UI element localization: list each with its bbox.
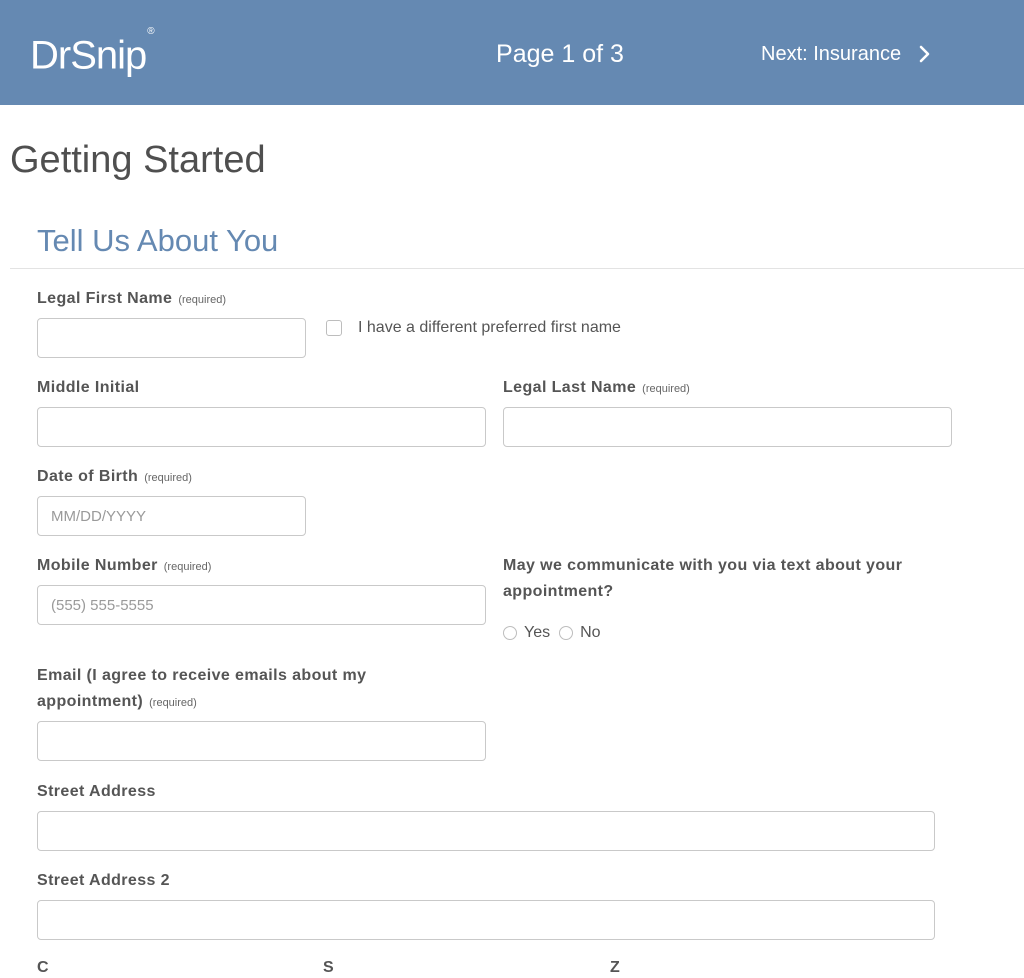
next-insurance-link[interactable] [761, 40, 933, 68]
drsnip-logo[interactable] [30, 28, 154, 79]
logo-text: DrSnip [30, 33, 147, 78]
radio-button-icon[interactable] [503, 626, 517, 640]
next-link-label: Next: Insurance [761, 43, 902, 65]
date-of-birth-label [37, 464, 192, 491]
text-consent-yes-option[interactable] [503, 622, 550, 644]
text-consent-question [503, 553, 963, 605]
radio-button-icon[interactable] [559, 626, 573, 640]
street-address-input[interactable] [37, 811, 935, 851]
text-consent-question-line1: May we communicate with you via text about your [503, 557, 903, 574]
text-consent-no-option[interactable] [559, 622, 600, 644]
legal-first-name-label [37, 286, 226, 313]
required-tag: (required) [163, 561, 212, 573]
email-label [37, 663, 477, 716]
legal-last-name-label [503, 375, 690, 402]
registered-mark: ® [147, 26, 154, 37]
city-label-cutoff: C [37, 959, 49, 976]
state-label-cutoff: S [323, 959, 334, 976]
legal-last-name-input[interactable] [503, 407, 952, 447]
section-title: Tell Us About You [37, 223, 279, 258]
mobile-number-input[interactable] [37, 585, 486, 625]
legal-first-name-input[interactable] [37, 318, 306, 358]
date-of-birth-label-text: Date of Birth [37, 468, 139, 485]
street-address-label: Street Address [37, 783, 156, 800]
text-consent-question-line2: appointment? [503, 583, 614, 600]
preferred-name-checkbox-label: I have a different preferred first name [358, 319, 621, 336]
email-label-line1: Email (I agree to receive emails about my [37, 667, 367, 684]
street-address-2-input[interactable] [37, 900, 935, 940]
zip-label-cutoff: Z [610, 959, 620, 976]
page-title: Getting Started [10, 139, 266, 181]
legal-first-name-label-text: Legal First Name [37, 290, 173, 307]
section-divider [10, 268, 1024, 269]
required-tag: (required) [642, 383, 690, 395]
radio-yes-label: Yes [524, 624, 551, 641]
radio-no-label: No [580, 624, 601, 641]
middle-initial-label: Middle Initial [37, 379, 140, 396]
mobile-number-label [37, 553, 211, 580]
middle-initial-input[interactable] [37, 407, 486, 447]
legal-last-name-label-text: Legal Last Name [503, 379, 637, 396]
email-label-line2: appointment) [37, 693, 144, 710]
email-input[interactable] [37, 721, 486, 761]
required-tag: (required) [144, 472, 192, 484]
preferred-name-checkbox[interactable] [326, 316, 621, 340]
required-tag: (required) [178, 294, 227, 306]
text-consent-radio-group [503, 622, 610, 644]
street-address-2-label: Street Address 2 [37, 872, 170, 889]
mobile-number-label-text: Mobile Number [37, 557, 158, 574]
required-tag: (required) [149, 697, 197, 709]
checkbox-icon[interactable] [326, 320, 342, 336]
page-indicator: Page 1 of 3 [496, 40, 624, 68]
chevron-right-icon [917, 44, 933, 64]
top-header [0, 0, 1024, 105]
date-of-birth-input[interactable] [37, 496, 306, 536]
